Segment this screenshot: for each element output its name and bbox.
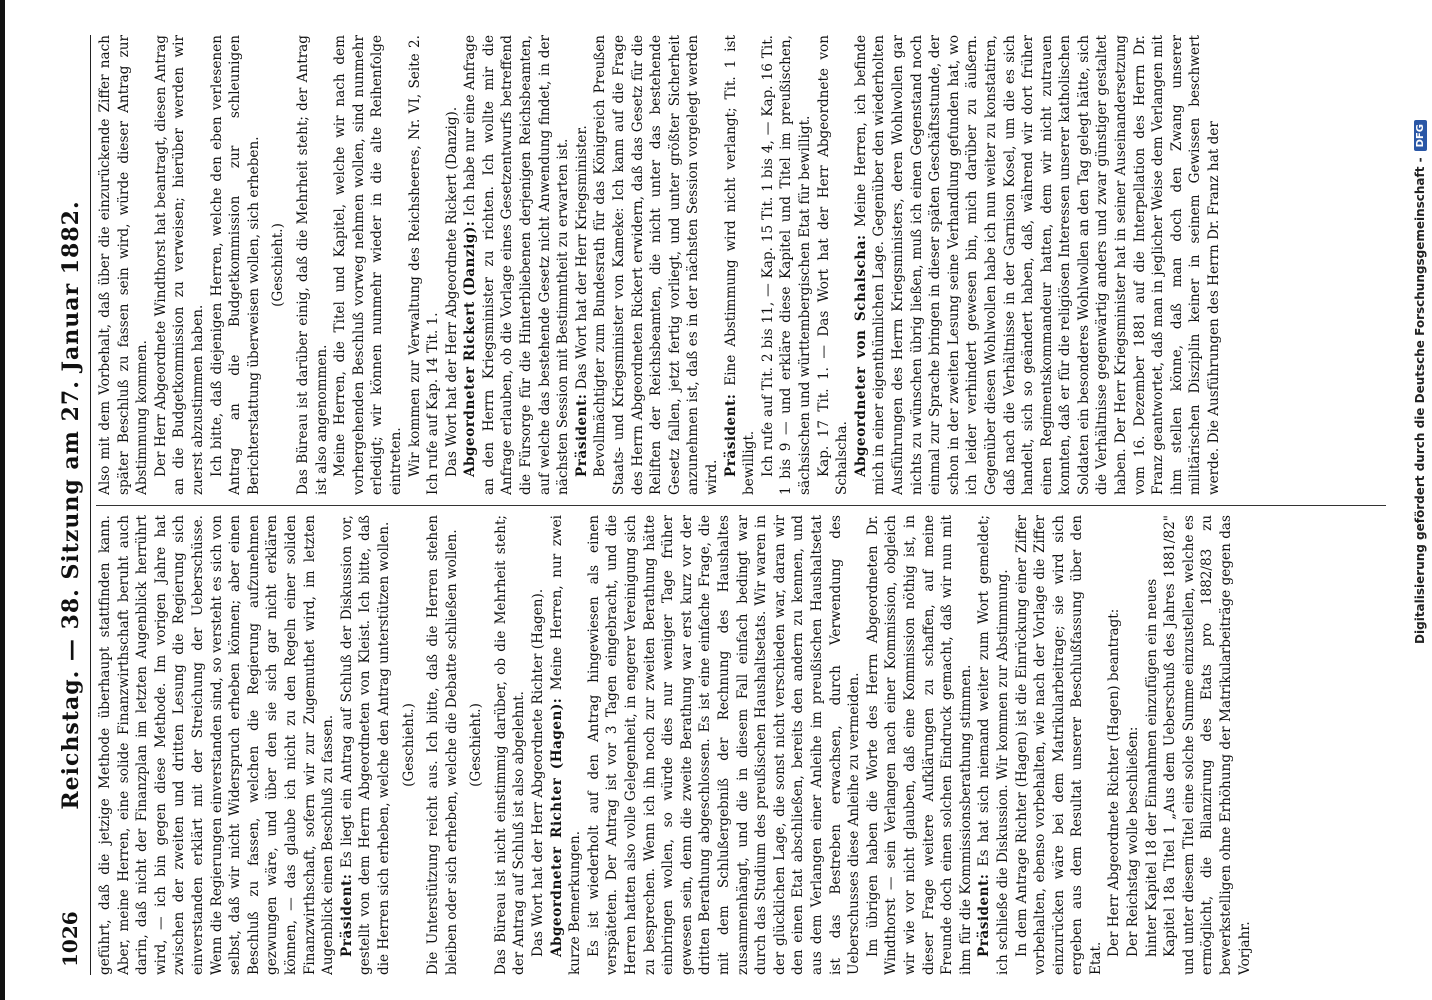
speaker-name: Abgeordneter Rickert (Danzig): bbox=[462, 220, 479, 477]
paragraph bbox=[461, 35, 573, 495]
paragraph-text: Die Unterstützung reicht aus. Ich bitte, daß die Herren stehen bleiben oder sich erheben, welche die Debatte schließen wollen. bbox=[425, 515, 460, 975]
paragraph bbox=[548, 515, 585, 975]
paragraph-text: Kap. 17 Tit. 1. — Das Wort hat der Herr Abgeordnete von Schalscha. bbox=[815, 35, 851, 495]
page-number: 1026 bbox=[58, 911, 82, 967]
paragraph bbox=[208, 35, 264, 495]
stage-direction: (Geschieht.) bbox=[400, 703, 417, 787]
speaker-name: Präsident: bbox=[573, 393, 590, 477]
dfg-logo: DFG bbox=[1414, 120, 1427, 151]
speaker-name: Präsident: bbox=[976, 873, 993, 957]
paragraph bbox=[759, 35, 815, 495]
paragraph-text: Das Wort hat der Herr Abgeordnete Rickert (Danzig). bbox=[443, 106, 460, 477]
paragraph-text: In dem Antrage Richter (Hagen) ist die Einrückung einer Ziffer vorbehalten, ebenso vorbehalten, wie nach der Vorlage die Ziffer einzurücken wäre bei dem Matrikularbeitrage; sie wird sich ergeben aus dem Resultat unserer Beschlußfassung über den Etat. bbox=[1013, 515, 1104, 975]
speaker-name: Abgeordneter Richter (Hagen): bbox=[548, 697, 565, 957]
scan-edge bbox=[0, 0, 5, 1000]
paragraph-text: Meine Herren, nur zwei kurze Bemerkungen. bbox=[548, 515, 584, 975]
paragraph bbox=[975, 515, 1012, 975]
paragraph bbox=[573, 35, 592, 495]
paragraph bbox=[1143, 515, 1162, 975]
paragraph bbox=[294, 35, 331, 495]
paragraph bbox=[331, 35, 405, 495]
paragraph bbox=[722, 35, 759, 495]
paragraph-text: Meine Herren, die Titel und Kapitel, welche wir nach dem vorhergehenden Beschluß vorweg nehmen wollen, sind nunmehr erledigt; wir können nunmehr wieder in die alte Reihenfolge eintreten. bbox=[332, 35, 404, 495]
stage-direction: (Geschieht.) bbox=[468, 703, 485, 787]
paragraph-text: Der Herr Abgeordnete Windthorst hat beantragt, diesen Antrag an die Budgetkommission zu verweisen; hierüber werden wir zuerst abzustimmen haben. bbox=[152, 35, 206, 495]
paragraph-text: Bevollmächtigter zum Bundesrath für das Königreich Preußen Staats- und Kriegsminister von Kameke: Ich kann auf die Frage des Herrn Abgeordneten Rickert erwidern, daß das Gesetz für die Reliften der Reichsbeamten, die nicht unter das bestehende Gesetz fallen, jetzt fertig vorliegt, und unter größter Sicherheit anzunehmen ist, daß es in der nächsten Session vorgelegt werden wird. bbox=[592, 35, 720, 495]
speaker-name: Präsident: bbox=[722, 393, 739, 477]
paragraph bbox=[96, 515, 338, 975]
paragraph-text: Es liegt ein Antrag auf Schluß der Diskussion vor, gestellt von dem Herrn Abgeordneten von Kleist. Ich bitte, daß die Herren sich erheben, welche den Antrag unterstützen wollen. bbox=[338, 515, 392, 975]
paragraph bbox=[338, 515, 394, 975]
paragraph-text: Es ist wiederholt auf den Antrag hingewiesen als einen verspäteten. Der Antrag ist vor 3 Tagen eingebracht, und die Herren hatten also volle Gelegenheit, in engerer Vereinigung sich zu besprechen. Wenn ich ihn noch zur zweiten Berathung hätte einbringen wollen, so würde dies nur weniger Tage früher gewesen sein, denn die zweite Berathung war erst kurz vor der dritten Berathung abgeschlossen. Es ist eine einfache Frage, die mit dem Schlußergebniß der Rechnung des Haushaltes zusammenhängt, und die in diesem Fall einfach bedingt war durch das Studium des preußischen Haushaltsetats. Wir waren in der glücklichen Lage, die sonst nicht verschieden war, daran wir den einen Etat abschließen, bereits den andern zu kennen, und aus dem Verlangen einer Anleihe im preußischen Haushaltsetat ist das Bestreben erwachsen, durch Verwendung des Ueberschusses diese Anleihe zu vermeiden. bbox=[585, 515, 863, 975]
column-divider bbox=[96, 505, 1386, 506]
stage-direction: (Geschieht.) bbox=[270, 223, 287, 307]
paragraph bbox=[864, 515, 976, 975]
running-title: Reichstag. — 38. Sitzung am 27. Januar 1882. bbox=[58, 200, 84, 810]
paragraph bbox=[152, 35, 208, 495]
paragraph bbox=[1161, 515, 1254, 975]
paragraph-text: Der Reichstag wolle beschließen: bbox=[1125, 726, 1142, 957]
paragraph-text: hinter Kapitel 18 der Einnahmen einzufügen ein neues bbox=[1143, 578, 1160, 957]
paragraph bbox=[815, 35, 852, 495]
paragraph-text: Ich bitte, daß diejenigen Herren, welche den eben verlesenen Antrag an die Budgetkommission zur schleunigen Berichterstattung überweisen wollen, sich erheben. bbox=[208, 35, 262, 495]
paragraph-text: Ich habe nur eine Anfrage an den Herrn Kriegsminister zu richten. Ich wollte mir die Anfrage erlauben, ob die Vorlage eines Gesetzentwurfs betreffend die Fürsorge für die Hinterbliebenen derjenigen Reichsbeamten, auf welche das bestehende Gesetz nicht Anwendung findet, in der nächsten Session mit Bestimmtheit zu erwarten ist. bbox=[462, 35, 572, 495]
paragraph-text: Das Wort hat der Herr Abgeordnete Richter (Hagen). bbox=[530, 588, 547, 957]
dfg-attribution bbox=[1388, 120, 1427, 1000]
paragraph bbox=[1013, 515, 1106, 975]
paragraph bbox=[585, 515, 864, 975]
speaker-name: Präsident: bbox=[338, 873, 355, 957]
speaker-name: Abgeordneter von Schalscha: bbox=[852, 234, 869, 477]
paragraph bbox=[591, 35, 721, 495]
paragraph bbox=[424, 515, 461, 975]
paragraph-text: Meine Herren, ich befinde mich in einer eigenthümlichen Lage. Gegenüber den wiederholten Ausführungen des Herrn Kriegsministers, deren Wohlwollen gar nichts zu wünschen übrig ließen, muß ich einen Gegenstand noch einmal zur Sprache bringen in dieser späten Geschäftsstunde, der schon in der zweiten Lesung seine Verhandlung gefunden hat, wo ich leider verhindert gewesen bin, mich darüber zu äußern. Gegenüber diesen Wohlwollen habe ich nun weiter zu konstatiren, daß nach die Verhältnisse in der Garnison Kosel, um die es sich handelt, sich so geändert haben, daß, während wir dort früher einen Regimentskommandeur hatten, dem wir nicht zutrauen konnten, daß er für die religiösen Interessen unserer katholischen Soldaten ein besonderes Wohlwollen an den Tag gelegt hätte, sich die Verhältnisse gegenwärtig anders und zwar günstiger gestaltet haben. Der Herr Kriegsminister hat in seiner Auseinandersetzung vom 16. Dezember 1881 auf die Interpellation des Herrn Dr. Franz geantwortet, daß man in jeglicher Weise dem Verlangen mit ihm stellen könne, daß man doch den Zwang unserer militärischen Disziplin keiner in seinem Gewissen beschwert werde. Die Ausführungen des Herrn Dr. Franz hat der bbox=[852, 35, 1223, 495]
dfg-attribution-text: Digitalisierung gefördert durch die Deutsche Forschungsgemeinschaft - bbox=[1413, 157, 1427, 644]
paragraph bbox=[443, 35, 462, 495]
paragraph bbox=[1124, 515, 1143, 975]
paragraph-text: Das Büreau ist darüber einig, daß die Mehrheit steht; der Antrag ist also angenommen. bbox=[294, 35, 330, 495]
paragraph bbox=[529, 515, 548, 975]
paragraph-text: Kapitel 18a Titel 1 „Aus dem Ueberschuß des Jahres 1881/82" und unter diesem Titel eine solche Summe einzustellen, welche es ermöglicht, die Bilanzirung des Etats pro 1882/83 zu bewerkstelligen ohne Erhöhung der Matrikularbeiträge gegen das Vorjahr. bbox=[1162, 515, 1253, 975]
page-header bbox=[50, 35, 91, 975]
document-page bbox=[50, 35, 1390, 975]
paragraph-text: geführt, daß die jetzige Methode überhaupt stattfinden kann. Aber, meine Herren, eine solide Finanzwirthschaft beruht auch darin, daß nicht der Finanzplan im letzten Augenblick herrührt wird, — ich bin gegen diese Methode. Im vorigen Jahre hat zwischen der zweiten und dritten Lesung die Regierung sich einverstanden erklärt mit der Streichung der Ueberschüsse. Wenn die Regierungen einverstanden sind, so versteht es sich von selbst, daß wir nicht Widerspruch erheben können; aber einen Beschluß zu fassen, welchen die Regierung aufzunehmen gezwungen wäre, und über den sie sich gar nicht erklären können, — das glaube ich nicht zu den Regeln einer soliden Finanzwirthschaft, sofern wir zur Zugemuthet wird, im letzten Augenblick einen Beschluß zu fassen. bbox=[97, 515, 337, 975]
paragraph bbox=[852, 35, 1224, 495]
text-columns bbox=[96, 35, 1386, 975]
paragraph-text: Im übrigen haben die Worte des Herrn Abgeordneten Dr. Windthorst — sein Verlangen nach einer Kommission, obgleich wir wie vor nicht glauben, daß eine Kommission nöthig ist, in dieser Frage weitere Aufklärungen zu schaffen, auf meine Freunde doch einen solchen Eindruck gemacht, daß wir nun mit ihm für die Kommissionsberathung stimmen. bbox=[864, 515, 974, 975]
paragraph-text: Der Herr Abgeordnete Richter (Hagen) beantragt: bbox=[1106, 608, 1123, 957]
paragraph bbox=[492, 515, 529, 975]
paragraph-text: Das Büreau ist nicht einstimmig darüber, ob die Mehrheit steht; der Antrag auf Schluß ist also abgelehnt. bbox=[492, 515, 528, 975]
paragraph-text: Also mit dem Vorbehalt, daß über die einzurückende Ziffer nach später Beschluß zu fassen sein wird, würde dieser Antrag zur Abstimmung kommen. bbox=[97, 35, 151, 495]
left-column bbox=[96, 515, 1386, 975]
paragraph-text: Eine Abstimmung wird nicht verlangt; Tit. 1 ist bewilligt. bbox=[722, 35, 758, 495]
paragraph bbox=[96, 35, 152, 495]
paragraph bbox=[406, 35, 443, 495]
paragraph-text: Das Wort hat der Herr Kriegsminister. bbox=[573, 125, 590, 390]
paragraph bbox=[1105, 515, 1124, 975]
right-column bbox=[96, 35, 1386, 495]
paragraph-text: Ich rufe auf Tit. 2 bis 11, — Kap. 15 Tit. 1 bis 4, — Kap. 16 Tit. 1 bis 9 — und erkläre diese Kapitel und Titel im preußischen, sächsischen und württembergischen Etat für bewilligt. bbox=[759, 35, 813, 495]
paragraph-text: Wir kommen zur Verwaltung des Reichsheeres, Nr. VI, Seite 2. Ich rufe auf Kap. 14 Tit. 1. bbox=[406, 35, 442, 495]
paragraph-text: Es hat sich niemand weiter zum Wort gemeldet; ich schließe die Diskussion. Wir kommen zur Abstimmung. bbox=[976, 515, 1011, 975]
